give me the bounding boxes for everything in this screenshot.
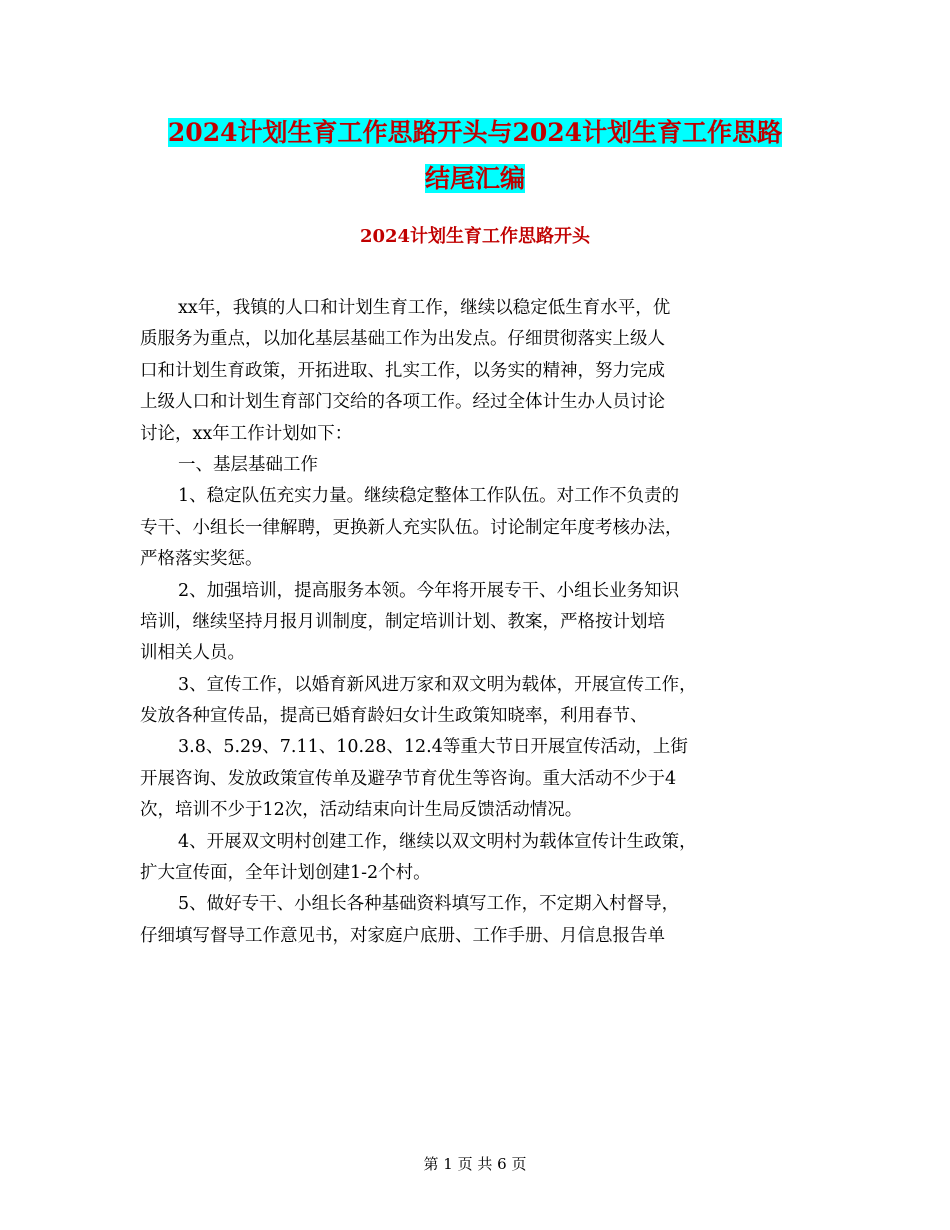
body-line: 质服务为重点，以加化基层基础工作为出发点。仔细贯彻落实上级人 xyxy=(140,329,665,350)
body-line: 培训，继续坚持月报月训制度，制定培训计划、教案，严格按计划培 xyxy=(140,611,665,632)
body-line: 2、加强培训，提高服务本领。今年将开展专干、小组长业务知识 xyxy=(178,580,680,601)
body-line: 一、基层基础工作 xyxy=(178,454,318,475)
body-text xyxy=(140,293,810,952)
body-line: 仔细填写督导工作意见书，对家庭户底册、工作手册、月信息报告单 xyxy=(140,925,665,946)
body-line: 开展咨询、发放政策宣传单及避孕节育优生等咨询。重大活动不少于4 xyxy=(140,768,677,789)
body-line: 扩大宣传面，全年计划创建1-2个村。 xyxy=(140,863,431,884)
section-title: 2024计划生育工作思路开头 xyxy=(359,226,591,247)
document-title xyxy=(140,110,810,202)
document-title-line-1: 2024计划生育工作思路开头与2024计划生育工作思路 xyxy=(167,118,783,147)
body-line: 上级人口和计划生育部门交给的各项工作。经过全体计生办人员讨论 xyxy=(140,392,665,413)
body-line: 5、做好专干、小组长各种基础资料填写工作，不定期入村督导， xyxy=(178,894,680,915)
body-line: 口和计划生育政策，开拓进取、扎实工作，以务实的精神，努力完成 xyxy=(140,360,665,381)
body-line: 次，培训不少于12次，活动结束向计生局反馈活动情况。 xyxy=(140,800,583,821)
document-title-line-2: 结尾汇编 xyxy=(424,164,525,193)
body-line: 发放各种宣传品，提高已婚育龄妇女计生政策知晓率，利用春节、 xyxy=(140,706,648,727)
body-line: 专干、小组长一律解聘，更换新人充实队伍。讨论制定年度考核办法， xyxy=(140,517,683,538)
body-line: 4、开展双文明村创建工作，继续以双文明村为载体宣传计生政策， xyxy=(178,831,697,852)
body-line: xx年，我镇的人口和计划生育工作，继续以稳定低生育水平，优 xyxy=(178,298,671,318)
page-footer: 第 1 页 共 6 页 xyxy=(423,1155,527,1173)
body-line: 3、宣传工作，以婚育新风进万家和双文明为载体，开展宣传工作， xyxy=(178,674,697,695)
body-line: 3.8、5.29、7.11、10.28、12.4等重大节日开展宣传活动，上街 xyxy=(178,737,688,758)
body-line: 严格落实奖惩。 xyxy=(140,549,263,570)
body-line: 1、稳定队伍充实力量。继续稳定整体工作队伍。对工作不负责的 xyxy=(178,486,680,507)
body-line: 讨论，xx年工作计划如下： xyxy=(140,423,353,444)
body-line: 训相关人员。 xyxy=(140,643,245,664)
